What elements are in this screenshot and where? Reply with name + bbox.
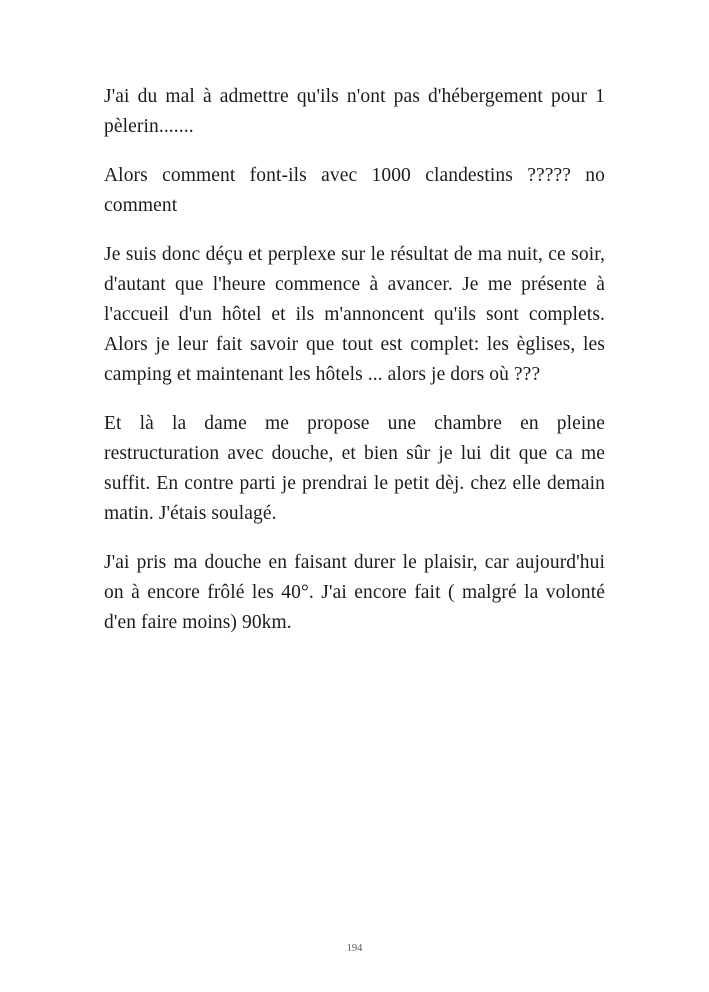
paragraph: J'ai du mal à admettre qu'ils n'ont pas d'hébergement pour 1 pèlerin....... [104,86,605,137]
page-number: 194 [346,943,363,954]
text-block [104,82,605,657]
paragraph: Je suis donc déçu et perplexe sur le résultat de ma nuit, ce soir, d'autant que l'heure commence à avancer. Je me présente à l'accueil d'un hôtel et ils m'annoncent qu'ils sont complets. Alors je leur fait savoir que tout est complet: les èglises, les camping et maintenant les hôtels ... alors je dors où ??? [104,244,605,385]
paragraph: J'ai pris ma douche en faisant durer le plaisir, car aujourd'hui on à encore frôlé les 40°. J'ai encore fait ( malgré la volonté d'en faire moins) 90km. [104,552,605,633]
paragraph: Alors comment font-ils avec 1000 clandestins ????? no comment [104,165,605,216]
paragraph: Et là la dame me propose une chambre en pleine restructuration avec douche, et bien sûr je lui dit que ca me suffit. En contre parti je prendrai le petit dèj. chez elle demain matin. J'étais soulagé. [104,413,605,524]
